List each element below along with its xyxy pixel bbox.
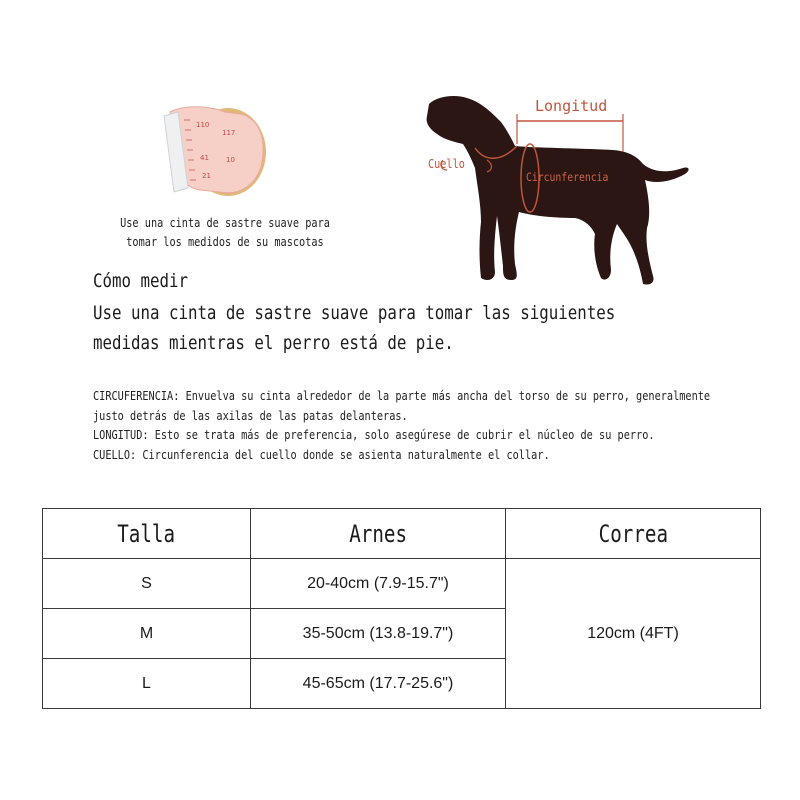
svg-text:110: 110 [196,121,210,129]
tape-caption: Use una cinta de sastre suave para tomar los medidos de su mascotas [120,215,330,249]
svg-text:21: 21 [202,172,211,180]
definition-circumference: CIRCUFERENCIA: Envuelva su cinta alrededor de la parte más ancha del torso de su perro, generalmente justo detrás de las axilas de las patas delanteras. [93,388,711,423]
definition-neck: CUELLO: Circunferencia del cuello donde se asienta naturalmente el collar. [93,446,550,462]
length-label: Longitud [535,97,608,115]
harness-cell: 45-65cm (17.7-25.6") [251,659,506,709]
svg-text:41: 41 [200,154,209,162]
header-harness: Arnes [251,509,506,559]
size-cell: M [43,609,251,659]
how-to-body: Use una cinta de sastre suave para tomar las siguientes medidas mientras el perro está de pie. [93,302,616,354]
leash-cell: 120cm (4FT) [506,559,761,709]
svg-text:10: 10 [226,156,235,164]
circumference-label: Circunferencia [526,170,609,184]
svg-text:117: 117 [222,129,236,137]
dog-measure-diagram [415,88,705,288]
header-size: Talla [43,509,251,559]
definition-length: LONGITUD: Esto se trata más de preferencia, solo asegúrese de cubrir el núcleo de su perro. [93,427,655,442]
size-cell: L [43,659,251,709]
size-cell: S [43,559,251,609]
how-to-title: Cómo medir [93,270,188,292]
header-leash: Correa [506,509,761,559]
size-table [42,508,761,709]
measuring-tape-image [150,100,280,210]
table-row [43,559,761,609]
measurement-definitions [93,386,716,464]
neck-label: Cuello [428,157,465,171]
dog-silhouette [427,96,689,285]
harness-cell: 20-40cm (7.9-15.7") [251,559,506,609]
table-header-row [43,509,761,559]
harness-cell: 35-50cm (13.8-19.7") [251,609,506,659]
